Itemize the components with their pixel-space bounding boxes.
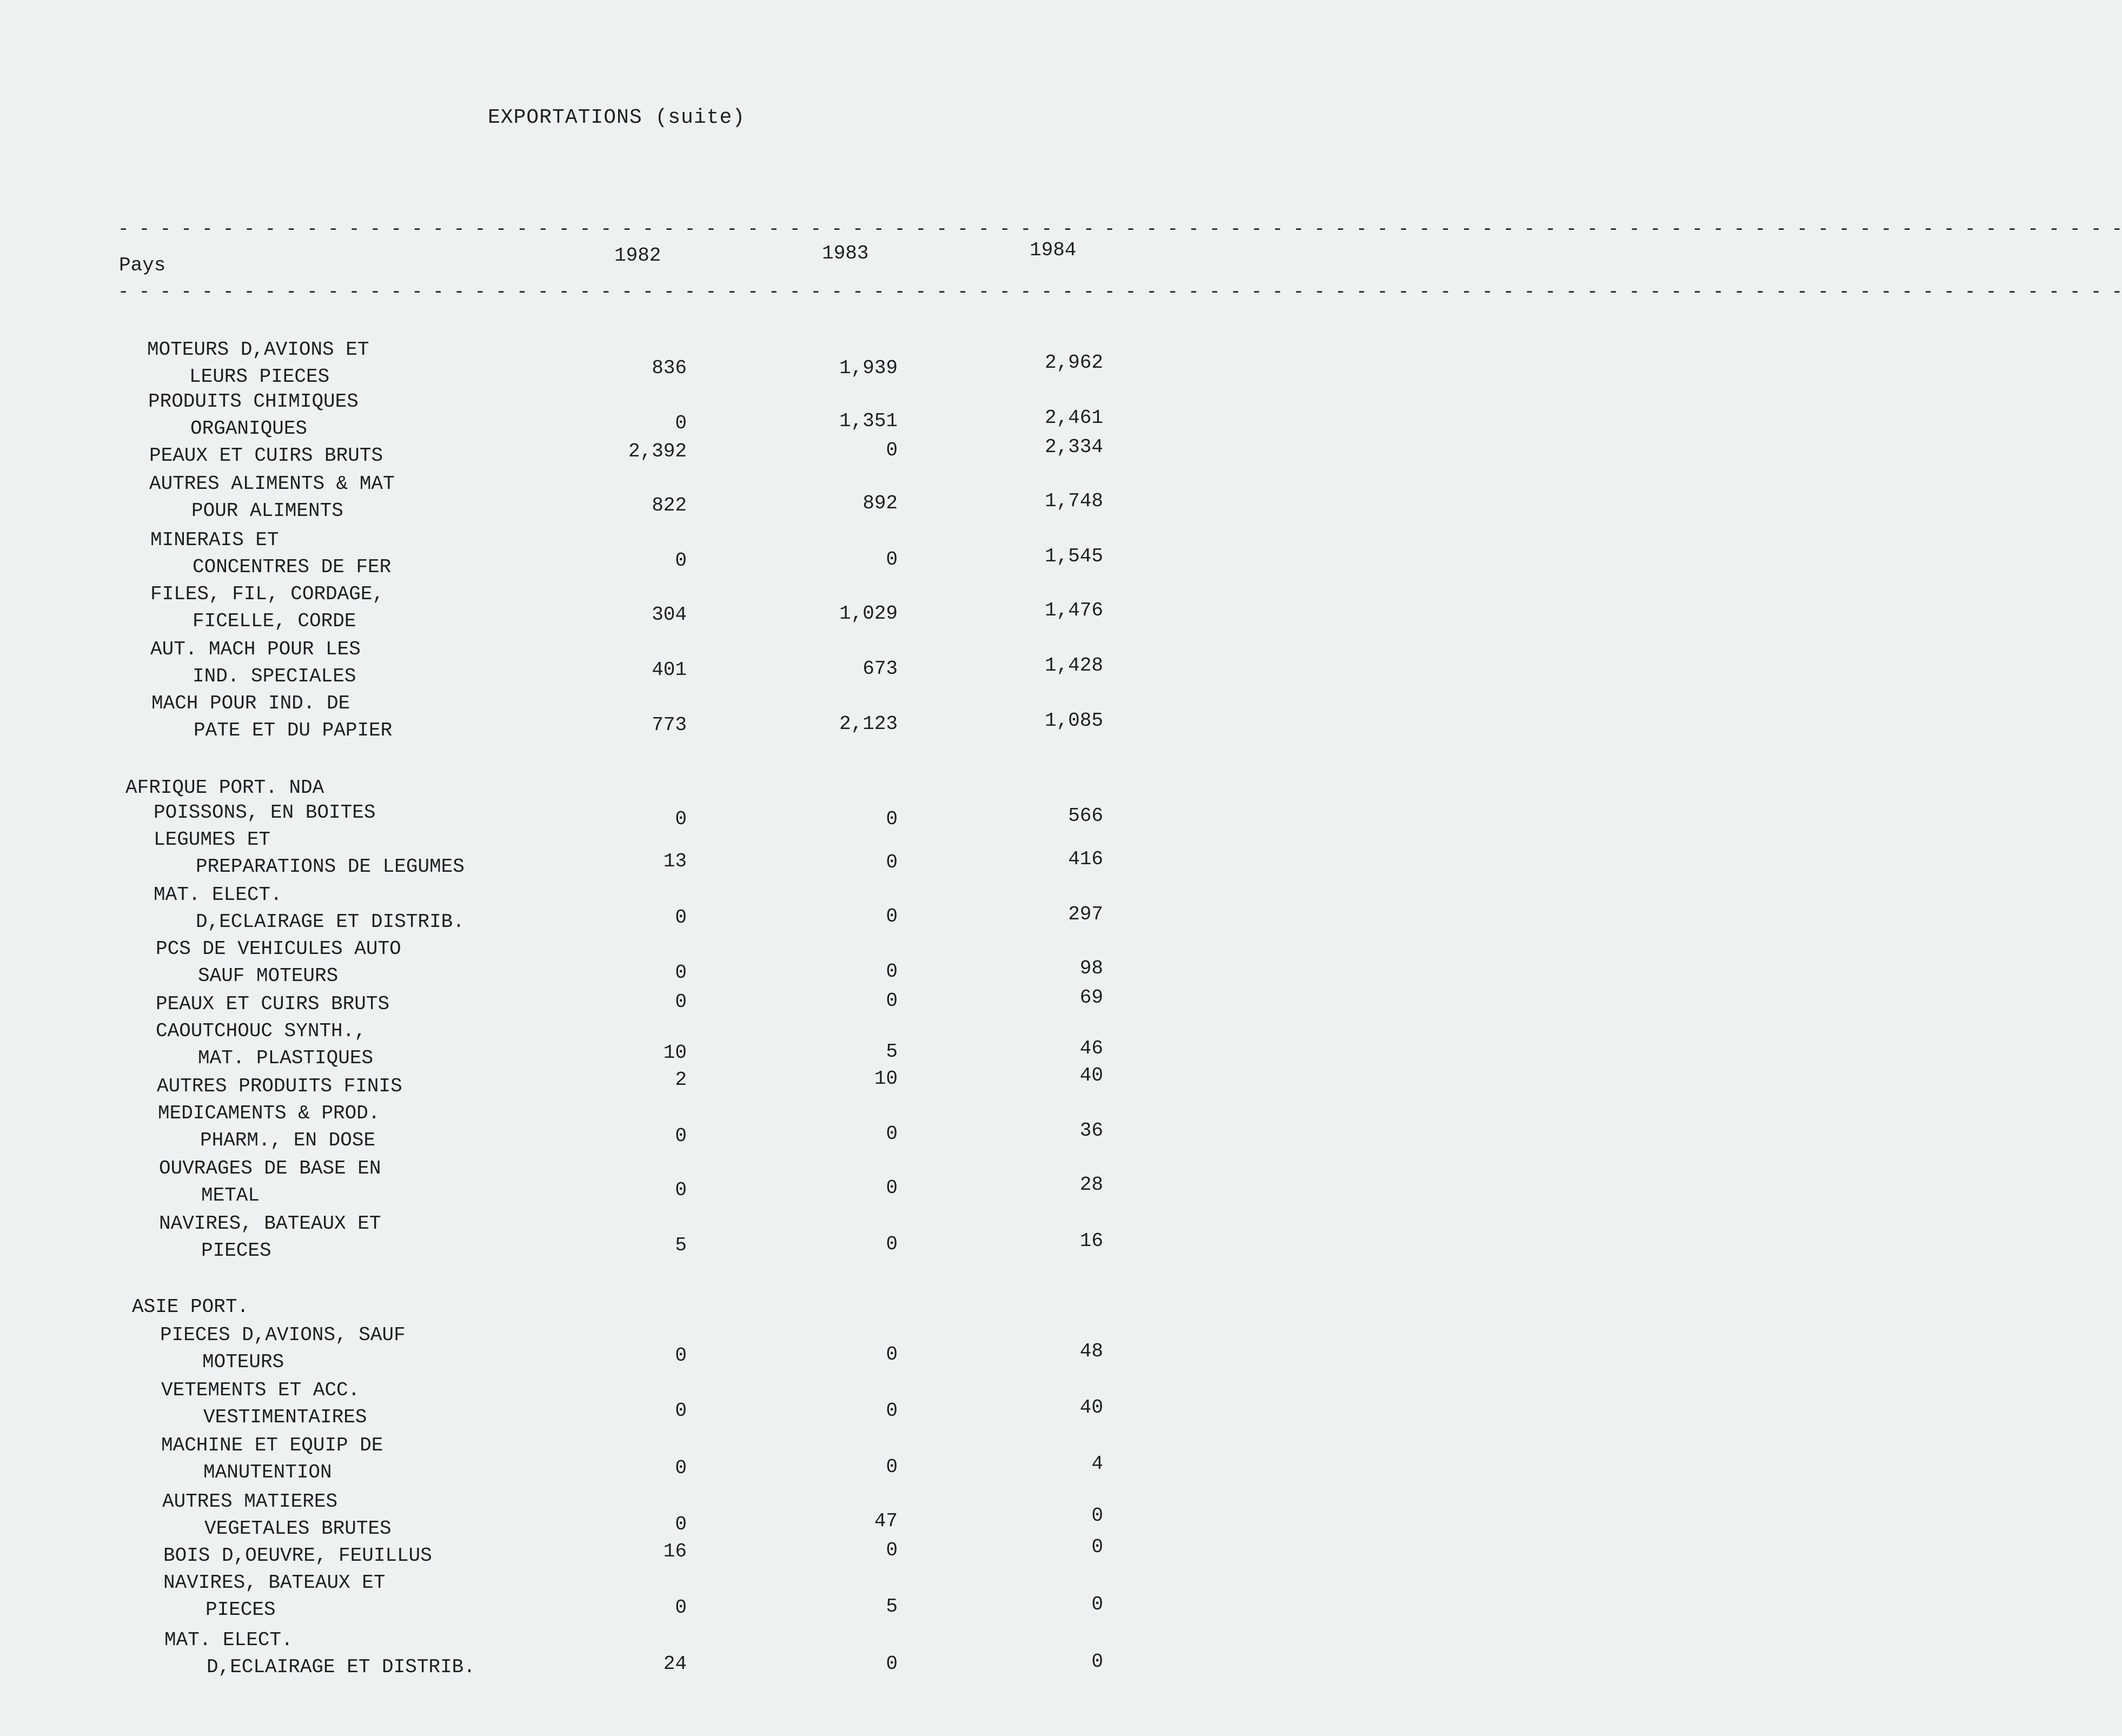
value-1982: 0 — [675, 906, 687, 929]
table-row — [0, 581, 1322, 635]
product-label — [161, 1432, 383, 1486]
table-row — [0, 388, 1322, 442]
value-1982: 0 — [675, 808, 687, 830]
product-label-line2: D,ECLAIRAGE ET DISTRIB. — [207, 1656, 475, 1678]
product-label-line1: PCS DE VEHICULES AUTO — [156, 938, 401, 960]
value-1982: 24 — [663, 1653, 687, 1675]
value-1982: 5 — [675, 1234, 687, 1256]
value-1982: 0 — [675, 1400, 687, 1422]
value-1983: 0 — [886, 1400, 898, 1422]
product-label-line2: SAUF MOTEURS — [198, 965, 339, 987]
product-label-line2: PIECES — [205, 1599, 276, 1621]
page-title: EXPORTATIONS (suite) — [488, 106, 746, 129]
value-1983: 0 — [886, 439, 898, 461]
product-label-line2: PHARM., EN DOSE — [200, 1129, 376, 1151]
product-label-line1: AUT. MACH POUR LES — [150, 638, 361, 660]
product-label-line1: AUTRES MATIERES — [162, 1490, 338, 1513]
value-1984: 0 — [1091, 1536, 1103, 1558]
product-label — [147, 336, 369, 390]
value-1984: 297 — [1068, 903, 1103, 925]
value-1982: 836 — [652, 357, 687, 379]
value-1982: 0 — [675, 1513, 687, 1535]
product-label — [154, 826, 465, 880]
value-1984: 16 — [1079, 1230, 1103, 1252]
value-1983: 0 — [886, 1456, 898, 1478]
value-1982: 773 — [652, 714, 687, 736]
product-label-line1: AUTRES ALIMENTS & MAT — [149, 473, 395, 495]
value-1983: 892 — [863, 492, 898, 514]
value-1984: 2,334 — [1044, 436, 1103, 458]
value-1984: 1,428 — [1044, 654, 1103, 677]
table-row — [0, 1322, 1322, 1376]
value-1982: 2 — [675, 1069, 687, 1091]
product-label — [151, 690, 392, 744]
value-1984: 0 — [1091, 1593, 1103, 1615]
product-label — [149, 471, 395, 525]
table-row — [0, 1210, 1322, 1264]
table-row — [0, 1018, 1322, 1072]
value-1983: 0 — [886, 990, 898, 1012]
header-rule-top: - - - - - - - - - - - - - - - - - - - - - - - - - - - - - - - - - - - - - - - - - - - - - - - - - - - - - - - - - - - - - - - - - - - - - - - - - - - - - - - - - - - - - - - - - - - - - - - - — [118, 220, 2122, 240]
value-1983: 0 — [886, 1343, 898, 1366]
product-label — [150, 527, 391, 581]
value-1983: 0 — [886, 1653, 898, 1675]
product-label-line2: PATE ET DU PAPIER — [194, 719, 393, 741]
value-1982: 0 — [675, 1596, 687, 1619]
product-label-line1: OUVRAGES DE BASE EN — [159, 1157, 381, 1180]
product-label-line1: MAT. ELECT. — [164, 1629, 293, 1651]
product-label — [157, 1073, 402, 1100]
product-label-line2: IND. SPECIALES — [193, 665, 356, 687]
column-header-1983: 1983 — [822, 242, 869, 264]
value-1983: 10 — [874, 1068, 898, 1090]
value-1982: 2,392 — [628, 440, 687, 462]
value-1982: 13 — [663, 850, 687, 872]
value-1984: 36 — [1079, 1119, 1103, 1142]
product-label-line1: VETEMENTS ET ACC. — [161, 1379, 360, 1401]
table-row — [0, 336, 1322, 390]
table-row — [0, 936, 1322, 990]
header-rule-bottom: - - - - - - - - - - - - - - - - - - - - - - - - - - - - - - - - - - - - - - - - - - - - - - - - - - - - - - - - - - - - - - - - - - - - - - - - - - - - - - - - - - - - - - - - - - - - - - - - — [118, 282, 2122, 303]
product-label-line2: ORGANIQUES — [190, 418, 308, 440]
value-1984: 0 — [1091, 1651, 1103, 1673]
value-1984: 1,085 — [1044, 710, 1103, 732]
product-label-line1: AUTRES PRODUITS FINIS — [157, 1075, 402, 1097]
table-row — [0, 527, 1322, 581]
product-label-line1: MACH POUR IND. DE — [151, 692, 350, 714]
product-label — [161, 1377, 367, 1431]
value-1984: 40 — [1079, 1396, 1103, 1419]
table-row — [0, 1377, 1322, 1431]
value-1983: 0 — [886, 808, 898, 830]
value-1983: 5 — [886, 1041, 898, 1063]
value-1983: 0 — [886, 1539, 898, 1561]
value-1984: 566 — [1068, 805, 1103, 827]
product-label — [150, 636, 361, 690]
value-1982: 0 — [675, 1179, 687, 1201]
value-1983: 0 — [886, 1123, 898, 1145]
product-label — [163, 1569, 385, 1624]
product-label — [154, 882, 465, 936]
value-1983: 0 — [886, 548, 898, 571]
product-label-line1: FILES, FIL, CORDAGE, — [150, 583, 384, 605]
country-heading: AFRIQUE PORT. NDA — [125, 777, 324, 799]
product-label — [158, 1100, 380, 1154]
product-label-line2: CONCENTRES DE FER — [193, 556, 392, 578]
product-label — [149, 442, 383, 469]
product-label-line1: PRODUITS CHIMIQUES — [148, 390, 359, 413]
product-label-line2: MOTEURS — [202, 1351, 284, 1373]
product-label-line1: MOTEURS D,AVIONS ET — [147, 339, 369, 361]
table-row — [0, 1100, 1322, 1154]
value-1984: 48 — [1079, 1340, 1103, 1362]
value-1984: 2,962 — [1044, 352, 1103, 374]
value-1982: 0 — [675, 991, 687, 1013]
country-heading: ASIE PORT. — [132, 1296, 249, 1318]
product-label-line2: METAL — [201, 1184, 260, 1207]
column-header-1984: 1984 — [1030, 239, 1077, 261]
value-1982: 0 — [675, 1457, 687, 1479]
product-label-line2: MANUTENTION — [203, 1461, 332, 1483]
value-1983: 1,029 — [839, 602, 898, 625]
table-row — [0, 690, 1322, 744]
value-1984: 0 — [1091, 1505, 1103, 1527]
product-label — [160, 1322, 406, 1376]
column-header-country: Pays — [119, 254, 166, 276]
value-1984: 69 — [1079, 986, 1103, 1009]
product-label-line1: CAOUTCHOUC SYNTH., — [156, 1020, 366, 1042]
product-label-line2: MAT. PLASTIQUES — [198, 1047, 374, 1069]
product-label — [148, 388, 359, 442]
product-label-line1: PEAUX ET CUIRS BRUTS — [156, 993, 390, 1015]
product-label — [154, 799, 375, 826]
product-label — [159, 1155, 381, 1209]
value-1983: 0 — [886, 960, 898, 983]
value-1984: 98 — [1079, 957, 1103, 979]
value-1983: 1,351 — [839, 410, 898, 432]
product-label-line2: PREPARATIONS DE LEGUMES — [196, 856, 465, 878]
product-label-line2: FICELLE, CORDE — [193, 610, 356, 632]
value-1984: 1,748 — [1044, 490, 1103, 512]
table-row — [0, 471, 1322, 525]
table-row — [0, 1155, 1322, 1209]
value-1983: 0 — [886, 851, 898, 873]
value-1983: 1,939 — [839, 357, 898, 379]
table-row — [0, 636, 1322, 690]
value-1984: 1,545 — [1044, 545, 1103, 567]
product-label-line1: PEAUX ET CUIRS BRUTS — [149, 445, 383, 467]
product-label — [164, 1627, 475, 1681]
value-1982: 401 — [652, 659, 687, 681]
product-label-line1: NAVIRES, BATEAUX ET — [163, 1572, 386, 1594]
table-row — [0, 1627, 1322, 1681]
value-1982: 0 — [675, 1344, 687, 1367]
value-1984: 4 — [1091, 1453, 1103, 1475]
value-1982: 0 — [675, 1125, 687, 1147]
product-label-line2: LEURS PIECES — [189, 366, 330, 388]
product-label-line1: PIECES D,AVIONS, SAUF — [160, 1324, 406, 1346]
product-label-line1: POISSONS, EN BOITES — [154, 801, 376, 824]
product-label — [162, 1488, 392, 1542]
value-1984: 2,461 — [1044, 407, 1103, 429]
product-label-line1: NAVIRES, BATEAUX ET — [159, 1212, 381, 1235]
value-1982: 0 — [675, 412, 687, 434]
product-label-line1: MAT. ELECT. — [154, 884, 282, 906]
product-label-line2: POUR ALIMENTS — [191, 500, 343, 522]
value-1982: 0 — [675, 549, 687, 572]
table-row — [0, 882, 1322, 936]
product-label-line1: MINERAIS ET — [150, 529, 279, 551]
value-1984: 46 — [1079, 1037, 1103, 1059]
value-1983: 0 — [886, 1233, 898, 1255]
product-label — [156, 991, 389, 1018]
table-row — [0, 1488, 1322, 1542]
product-label-line2: PIECES — [201, 1240, 271, 1262]
product-label-line1: MEDICAMENTS & PROD. — [158, 1102, 380, 1124]
product-label-line2: D,ECLAIRAGE ET DISTRIB. — [196, 911, 465, 933]
value-1984: 416 — [1068, 848, 1103, 870]
value-1983: 2,123 — [839, 713, 898, 735]
product-label-line2: VEGETALES BRUTES — [204, 1518, 392, 1540]
value-1982: 10 — [663, 1042, 687, 1064]
value-1982: 304 — [652, 604, 687, 626]
table-row — [0, 1569, 1322, 1624]
value-1984: 28 — [1079, 1174, 1103, 1196]
product-label-line1: MACHINE ET EQUIP DE — [161, 1434, 383, 1456]
value-1983: 5 — [886, 1595, 898, 1618]
value-1984: 40 — [1079, 1064, 1103, 1086]
product-label-line2: VESTIMENTAIRES — [203, 1406, 367, 1428]
table-row — [0, 826, 1322, 880]
value-1982: 0 — [675, 962, 687, 984]
product-label — [163, 1542, 432, 1569]
product-label — [156, 936, 401, 990]
product-label-line1: BOIS D,OEUVRE, FEUILLUS — [163, 1545, 432, 1567]
value-1983: 673 — [863, 658, 898, 680]
column-header-1982: 1982 — [614, 244, 661, 267]
product-label — [156, 1018, 373, 1072]
value-1983: 0 — [886, 1177, 898, 1199]
value-1984: 1,476 — [1044, 599, 1103, 621]
product-label — [159, 1210, 381, 1264]
product-label-line1: LEGUMES ET — [154, 829, 271, 851]
value-1982: 822 — [652, 494, 687, 516]
value-1983: 0 — [886, 905, 898, 927]
table-row — [0, 1432, 1322, 1486]
product-label — [150, 581, 384, 635]
value-1983: 47 — [874, 1510, 898, 1532]
value-1982: 16 — [663, 1540, 687, 1562]
